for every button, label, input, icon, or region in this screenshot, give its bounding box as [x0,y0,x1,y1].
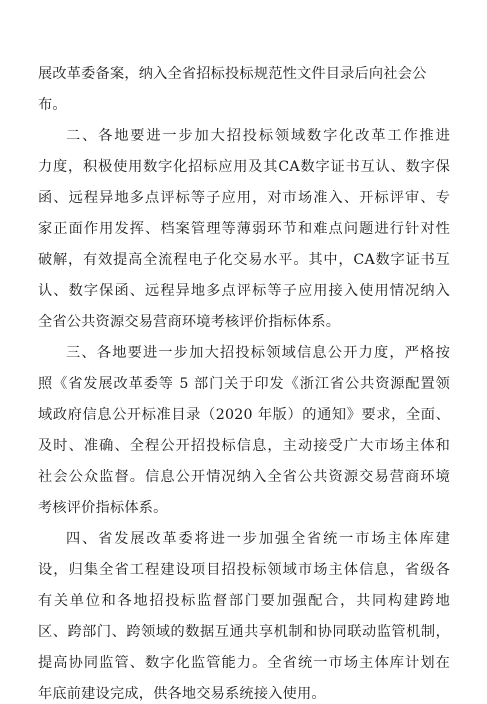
text-line-14: 社会公众监督。信息公开情况纳入全省公共资源交易营商环境 [38,469,450,485]
text-line-12: 域政府信息公开标准目录（2020 年版）的通知》要求，全面、 [38,407,450,423]
text-line-17: 设，归集全省工程建设项目招投标领域市场主体信息，省级各 [38,562,450,578]
paragraph-4-first-line: 四、省发展改革委将进一步加强全省统一市场主体库建 [66,531,450,547]
text-line-18: 有关单位和各地招投标监督部门要加强配合，共同构建跨地 [38,593,450,609]
text-line-11: 照《省发展改革委等 5 部门关于印发《浙江省公共资源配置领 [38,376,450,392]
text-line-21: 年底前建设完成，供各地交易系统接入使用。 [38,686,326,702]
text-line-4: 力度，积极使用数字化招标应用及其CA数字证书互认、数字保 [38,159,450,175]
text-line-9: 全省公共资源交易营商环境考核评价指标体系。 [38,314,341,330]
text-line-15: 考核评价指标体系。 [38,500,168,516]
paragraph-2-first-line: 二、各地要进一步加大招投标领域数字化改革工作推进 [66,128,450,144]
text-line-5: 函、远程异地多点评标等子应用，对市场准入、开标评审、专 [38,190,450,206]
text-line-1: 展改革委备案，纳入全省招标投标规范性文件目录后向社会公 [38,66,427,82]
text-line-2: 布。 [38,97,67,113]
text-line-8: 认、数字保函、远程异地多点评标等子应用接入使用情况纳入 [38,283,450,299]
text-line-7: 破解，有效提高全流程电子化交易水平。其中，CA数字证书互 [38,252,450,268]
text-line-20: 提高协同监管、数字化监管能力。全省统一市场主体库计划在 [38,655,450,671]
text-line-13: 及时、准确、全程公开招投标信息，主动接受广大市场主体和 [38,438,450,454]
text-line-19: 区、跨部门、跨领域的数据互通共享机制和协同联动监管机制， [38,624,450,640]
paragraph-3-first-line: 三、各地要进一步加大招投标领域信息公开力度，严格按 [66,345,450,361]
text-line-6: 家正面作用发挥、档案管理等薄弱环节和难点问题进行针对性 [38,221,450,237]
